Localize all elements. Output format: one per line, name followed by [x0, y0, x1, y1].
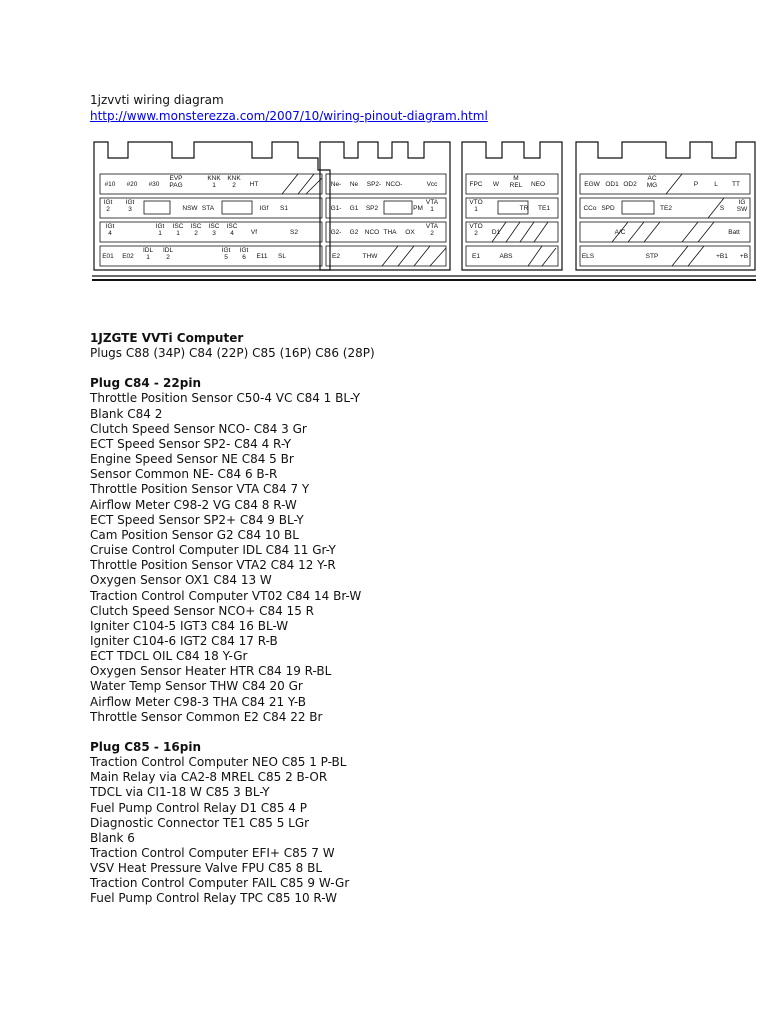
c84-pin-label: PM	[413, 205, 423, 212]
c86-pin-label: OD1	[605, 181, 619, 188]
pin-entry: ECT TDCL OIL C84 18 Y-Gr	[90, 649, 248, 664]
c84-pin-label: SP2	[365, 205, 379, 212]
pin-entry: ECT Speed Sensor SP2- C84 4 R-Y	[90, 436, 292, 451]
c86-pin-label: TE2	[660, 205, 672, 212]
c86-pin-label: CCo	[583, 205, 597, 212]
c86-pin-label: IG SW	[736, 199, 748, 213]
c88-pin-label: KNK 2	[227, 175, 241, 189]
document-title: 1jzvvti wiring diagram	[90, 93, 224, 107]
pin-entry: Blank C84 2	[90, 406, 163, 421]
ecu-connector-pinout-diagram	[92, 138, 756, 288]
c84-pin-label: Ne	[349, 181, 359, 188]
c84-pin-label: THW	[362, 253, 378, 260]
c88-pin-label: IGt 6	[239, 247, 249, 261]
c84-pin-label: G2	[349, 229, 359, 236]
c84-pin-label: NCO	[364, 229, 380, 236]
c88-pin-label: S2	[290, 229, 298, 236]
c85-pin-label: D1	[491, 229, 501, 236]
c88-pin-label: EVP PAG	[169, 175, 183, 189]
c88-pin-label: E11	[256, 253, 268, 260]
c84-pin-label: VTA 2	[425, 223, 439, 237]
c85-pin-label: FPC	[469, 181, 483, 188]
pin-entry: Traction Control Computer VT02 C84 14 Br-W	[90, 588, 362, 603]
c88-pin-label: #30	[148, 181, 160, 188]
c88-pin-label: IGt 4	[105, 223, 115, 237]
c88-pin-label: ISC 3	[208, 223, 220, 237]
c84-pin-list	[90, 391, 710, 724]
c84-pin-label: Vcc	[426, 181, 438, 188]
c84-pin-label: OX	[405, 229, 415, 236]
c88-pin-label: #10	[104, 181, 116, 188]
c86-pin-label: ELS	[581, 253, 595, 260]
c86-pin-label: Batt	[728, 229, 740, 236]
pin-entry: Throttle Position Sensor C50-4 VC C84 1 BL-Y	[90, 391, 361, 406]
computer-heading: 1JZGTE VVTi Computer	[90, 331, 244, 345]
pin-entry: Throttle Position Sensor VTA2 C84 12 Y-R	[90, 558, 336, 573]
c86-pin-label: AC MG	[646, 175, 658, 189]
c84-pin-label: THA	[383, 229, 397, 236]
pin-entry: Sensor Common NE- C84 6 B-R	[90, 467, 278, 482]
pin-entry: Fuel Pump Control Relay D1 C85 4 P	[90, 800, 307, 815]
c88-pin-label: E02	[122, 253, 134, 260]
c88-pin-label: IGt 3	[125, 199, 135, 213]
c88-pin-label: ISC 4	[226, 223, 238, 237]
pin-entry: Igniter C104-6 IGT2 C84 17 R-B	[90, 633, 278, 648]
c84-pin-label: E2	[332, 253, 340, 260]
pin-entry: Throttle Sensor Common E2 C84 22 Br	[90, 709, 323, 724]
c85-pin-label: E1	[472, 253, 480, 260]
pin-entry: Oxygen Sensor Heater HTR C84 19 R-BL	[90, 664, 332, 679]
c88-pin-label: IDL 2	[162, 247, 174, 261]
c84-pin-label: VTA 1	[425, 199, 439, 213]
c88-pin-label: SL	[278, 253, 286, 260]
c88-pin-label: HT	[249, 181, 259, 188]
c85-pin-label: M REL	[509, 175, 523, 189]
c88-pin-label: KNK 1	[207, 175, 221, 189]
c88-pin-label: E01	[102, 253, 114, 260]
plugs-summary: Plugs C88 (34P) C84 (22P) C85 (16P) C86 (28P)	[90, 346, 375, 361]
c88-pin-label: IDL 1	[142, 247, 154, 261]
pin-entry: Traction Control Computer FAIL C85 9 W-Gr	[90, 876, 350, 891]
pin-entry: Throttle Position Sensor VTA C84 7 Y	[90, 482, 310, 497]
c88-pin-label: S1	[280, 205, 288, 212]
pin-entry: Blank 6	[90, 830, 135, 845]
c86-pin-label: A/C	[614, 229, 626, 236]
c88-pin-label: IGt 1	[155, 223, 165, 237]
pin-entry: Engine Speed Sensor NE C84 5 Br	[90, 452, 294, 467]
c88-pin-label: IGt 2	[103, 199, 113, 213]
pin-entry: Cam Position Sensor G2 C84 10 BL	[90, 527, 299, 542]
source-link[interactable]: http://www.monsterezza.com/2007/10/wiring-pinout-diagram.html	[90, 109, 488, 123]
pin-entry: Traction Control Computer EFI+ C85 7 W	[90, 846, 335, 860]
c84-pin-label: SP2-	[366, 181, 382, 188]
c88-pin-label: NSW	[182, 205, 198, 212]
c86-pin-label: SPD	[601, 205, 615, 212]
pin-entry: TDCL via CI1-18 W C85 3 BL-Y	[90, 785, 270, 800]
c85-pin-label: ABS	[499, 253, 513, 260]
pin-entry: Cruise Control Computer IDL C84 11 Gr-Y	[90, 543, 336, 558]
c88-pin-label: IGf	[259, 205, 269, 212]
pinout-text	[90, 331, 710, 907]
c85-pin-label: W	[492, 181, 500, 188]
pin-entry: Airflow Meter C98-2 VG C84 8 R-W	[90, 497, 297, 512]
c85-pin-label: VTO 2	[469, 223, 483, 237]
pin-entry: Clutch Speed Sensor NCO+ C84 15 R	[90, 603, 314, 618]
pin-entry: Igniter C104-5 IGT3 C84 16 BL-W	[90, 618, 289, 633]
pin-entry: ECT Speed Sensor SP2+ C84 9 BL-Y	[90, 512, 304, 527]
c88-pin-label: IGt 5	[221, 247, 231, 261]
c85-pin-label: NEO	[530, 181, 546, 188]
c86-pin-label: L	[714, 181, 718, 188]
c86-pin-label: S	[719, 205, 725, 212]
c84-pin-label: NCO-	[385, 181, 403, 188]
pin-entry: Water Temp Sensor THW C84 20 Gr	[90, 679, 303, 694]
c88-pin-label: STA	[201, 205, 215, 212]
pin-entry: Fuel Pump Control Relay TPC C85 10 R-W	[90, 891, 337, 906]
c88-pin-label: ISC 1	[172, 223, 184, 237]
pin-entry: Airflow Meter C98-3 THA C84 21 Y-B	[90, 694, 306, 709]
c85-pin-label: TR	[519, 205, 529, 212]
pin-entry: Oxygen Sensor OX1 C84 13 W	[90, 573, 272, 588]
c86-pin-label: P	[693, 181, 699, 188]
pin-entry: Clutch Speed Sensor NCO- C84 3 Gr	[90, 421, 307, 436]
c86-pin-label: TT	[732, 181, 740, 188]
c88-pin-label: Vf	[250, 229, 258, 236]
c84-pin-label: Ne-	[330, 181, 342, 188]
c88-pin-label: ISC 2	[190, 223, 202, 237]
pin-entry: Traction Control Computer NEO C85 1 P-BL	[90, 755, 347, 770]
pin-entry: VSV Heat Pressure Valve FPU C85 8 BL	[90, 861, 323, 876]
c86-pin-label: STP	[645, 253, 659, 260]
c88-pin-label: #20	[126, 181, 138, 188]
c85-pin-label: TE1	[538, 205, 550, 212]
c85-pin-list	[90, 755, 710, 907]
c84-pin-label: G2-	[330, 229, 342, 236]
c85-heading: Plug C85 - 16pin	[90, 739, 202, 754]
c86-pin-label: +B1	[716, 253, 728, 260]
c84-pin-label: G1-	[330, 205, 342, 212]
pin-entry: Diagnostic Connector TE1 C85 5 LGr	[90, 815, 310, 830]
c84-pin-label: G1	[349, 205, 359, 212]
c85-pin-label: VTO 1	[469, 199, 483, 213]
c84-heading: Plug C84 - 22pin	[90, 376, 202, 391]
c86-pin-label: OD2	[623, 181, 637, 188]
pin-entry: Main Relay via CA2-8 MREL C85 2 B-OR	[90, 770, 328, 785]
c86-pin-label: EGW	[584, 181, 600, 188]
c86-pin-label: +B	[739, 253, 749, 260]
